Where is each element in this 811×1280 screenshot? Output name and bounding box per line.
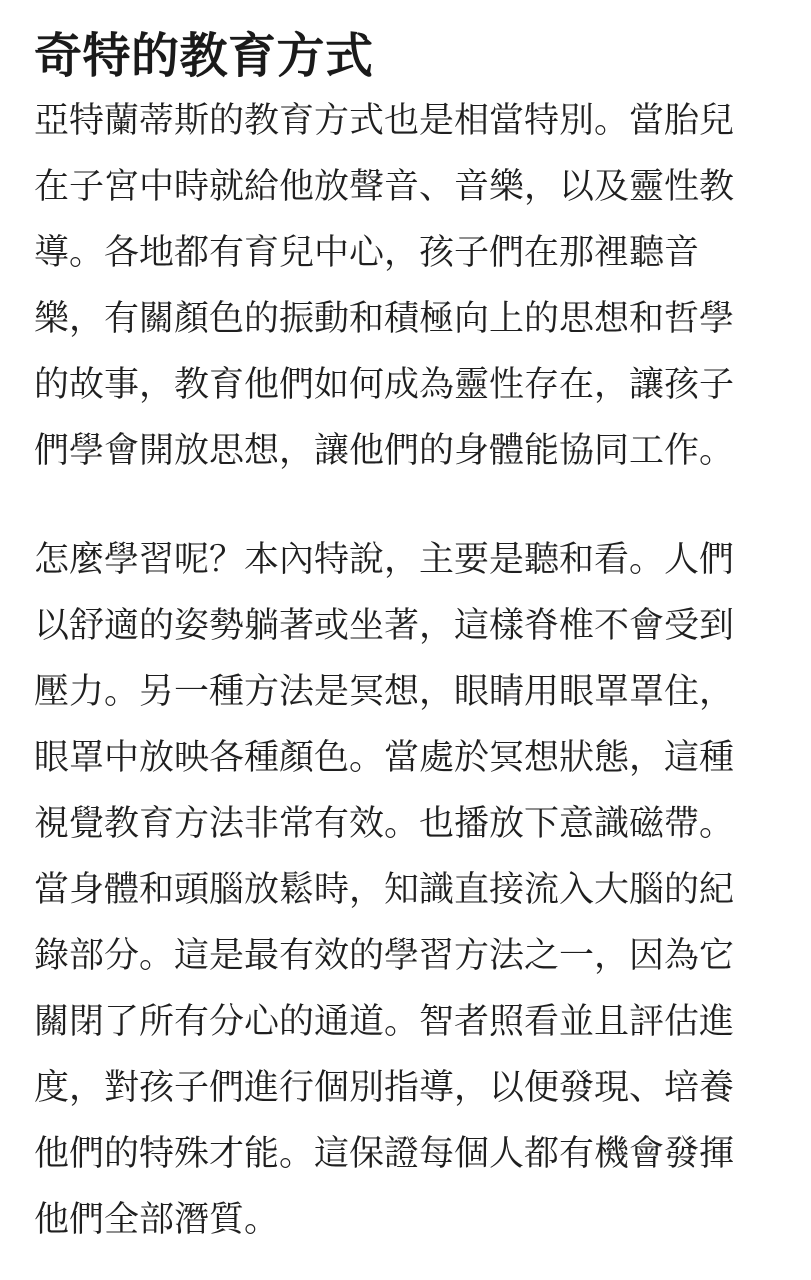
paragraph-learning-methods xyxy=(34,527,811,1253)
paragraph-line: 在子宮中時就給他放聲音、音樂，以及靈性教 xyxy=(34,167,735,207)
paragraph-line: 導。各地都有育兒中心，孩子們在那裡聽音 xyxy=(34,233,700,273)
paragraph-line: 當身體和頭腦放鬆時，知識直接流入大腦的紀 xyxy=(34,870,735,910)
paragraph-line: 以舒適的姿勢躺著或坐著，這樣脊椎不會受到 xyxy=(34,606,735,646)
paragraph-line: 他們全部潛質。 xyxy=(34,1200,280,1240)
article-title: 奇特的教育方式 xyxy=(34,28,374,84)
paragraph-education-overview xyxy=(34,88,811,484)
paragraph-line: 視覺教育方法非常有效。也播放下意識磁帶。 xyxy=(34,804,735,844)
paragraph-line: 亞特蘭蒂斯的教育方式也是相當特別。當胎兒 xyxy=(34,101,735,141)
paragraph-line: 樂，有關顏色的振動和積極向上的思想和哲學 xyxy=(34,299,735,339)
paragraph-line: 錄部分。這是最有效的學習方法之一，因為它 xyxy=(34,936,735,976)
paragraph-line: 眼罩中放映各種顏色。當處於冥想狀態，這種 xyxy=(34,738,735,778)
paragraph-line: 怎麼學習呢？本內特說，主要是聽和看。人們 xyxy=(34,540,735,580)
paragraph-line: 度，對孩子們進行個別指導，以便發現、培養 xyxy=(34,1068,735,1108)
paragraph-line: 的故事，教育他們如何成為靈性存在，讓孩子 xyxy=(34,365,735,405)
paragraph-line: 他們的特殊才能。這保證每個人都有機會發揮 xyxy=(34,1134,735,1174)
paragraph-line: 們學會開放思想，讓他們的身體能協同工作。 xyxy=(34,431,735,471)
paragraph-line: 關閉了所有分心的通道。智者照看並且評估進 xyxy=(34,1002,735,1042)
paragraph-line: 壓力。另一種方法是冥想，眼睛用眼罩罩住， xyxy=(34,672,735,712)
